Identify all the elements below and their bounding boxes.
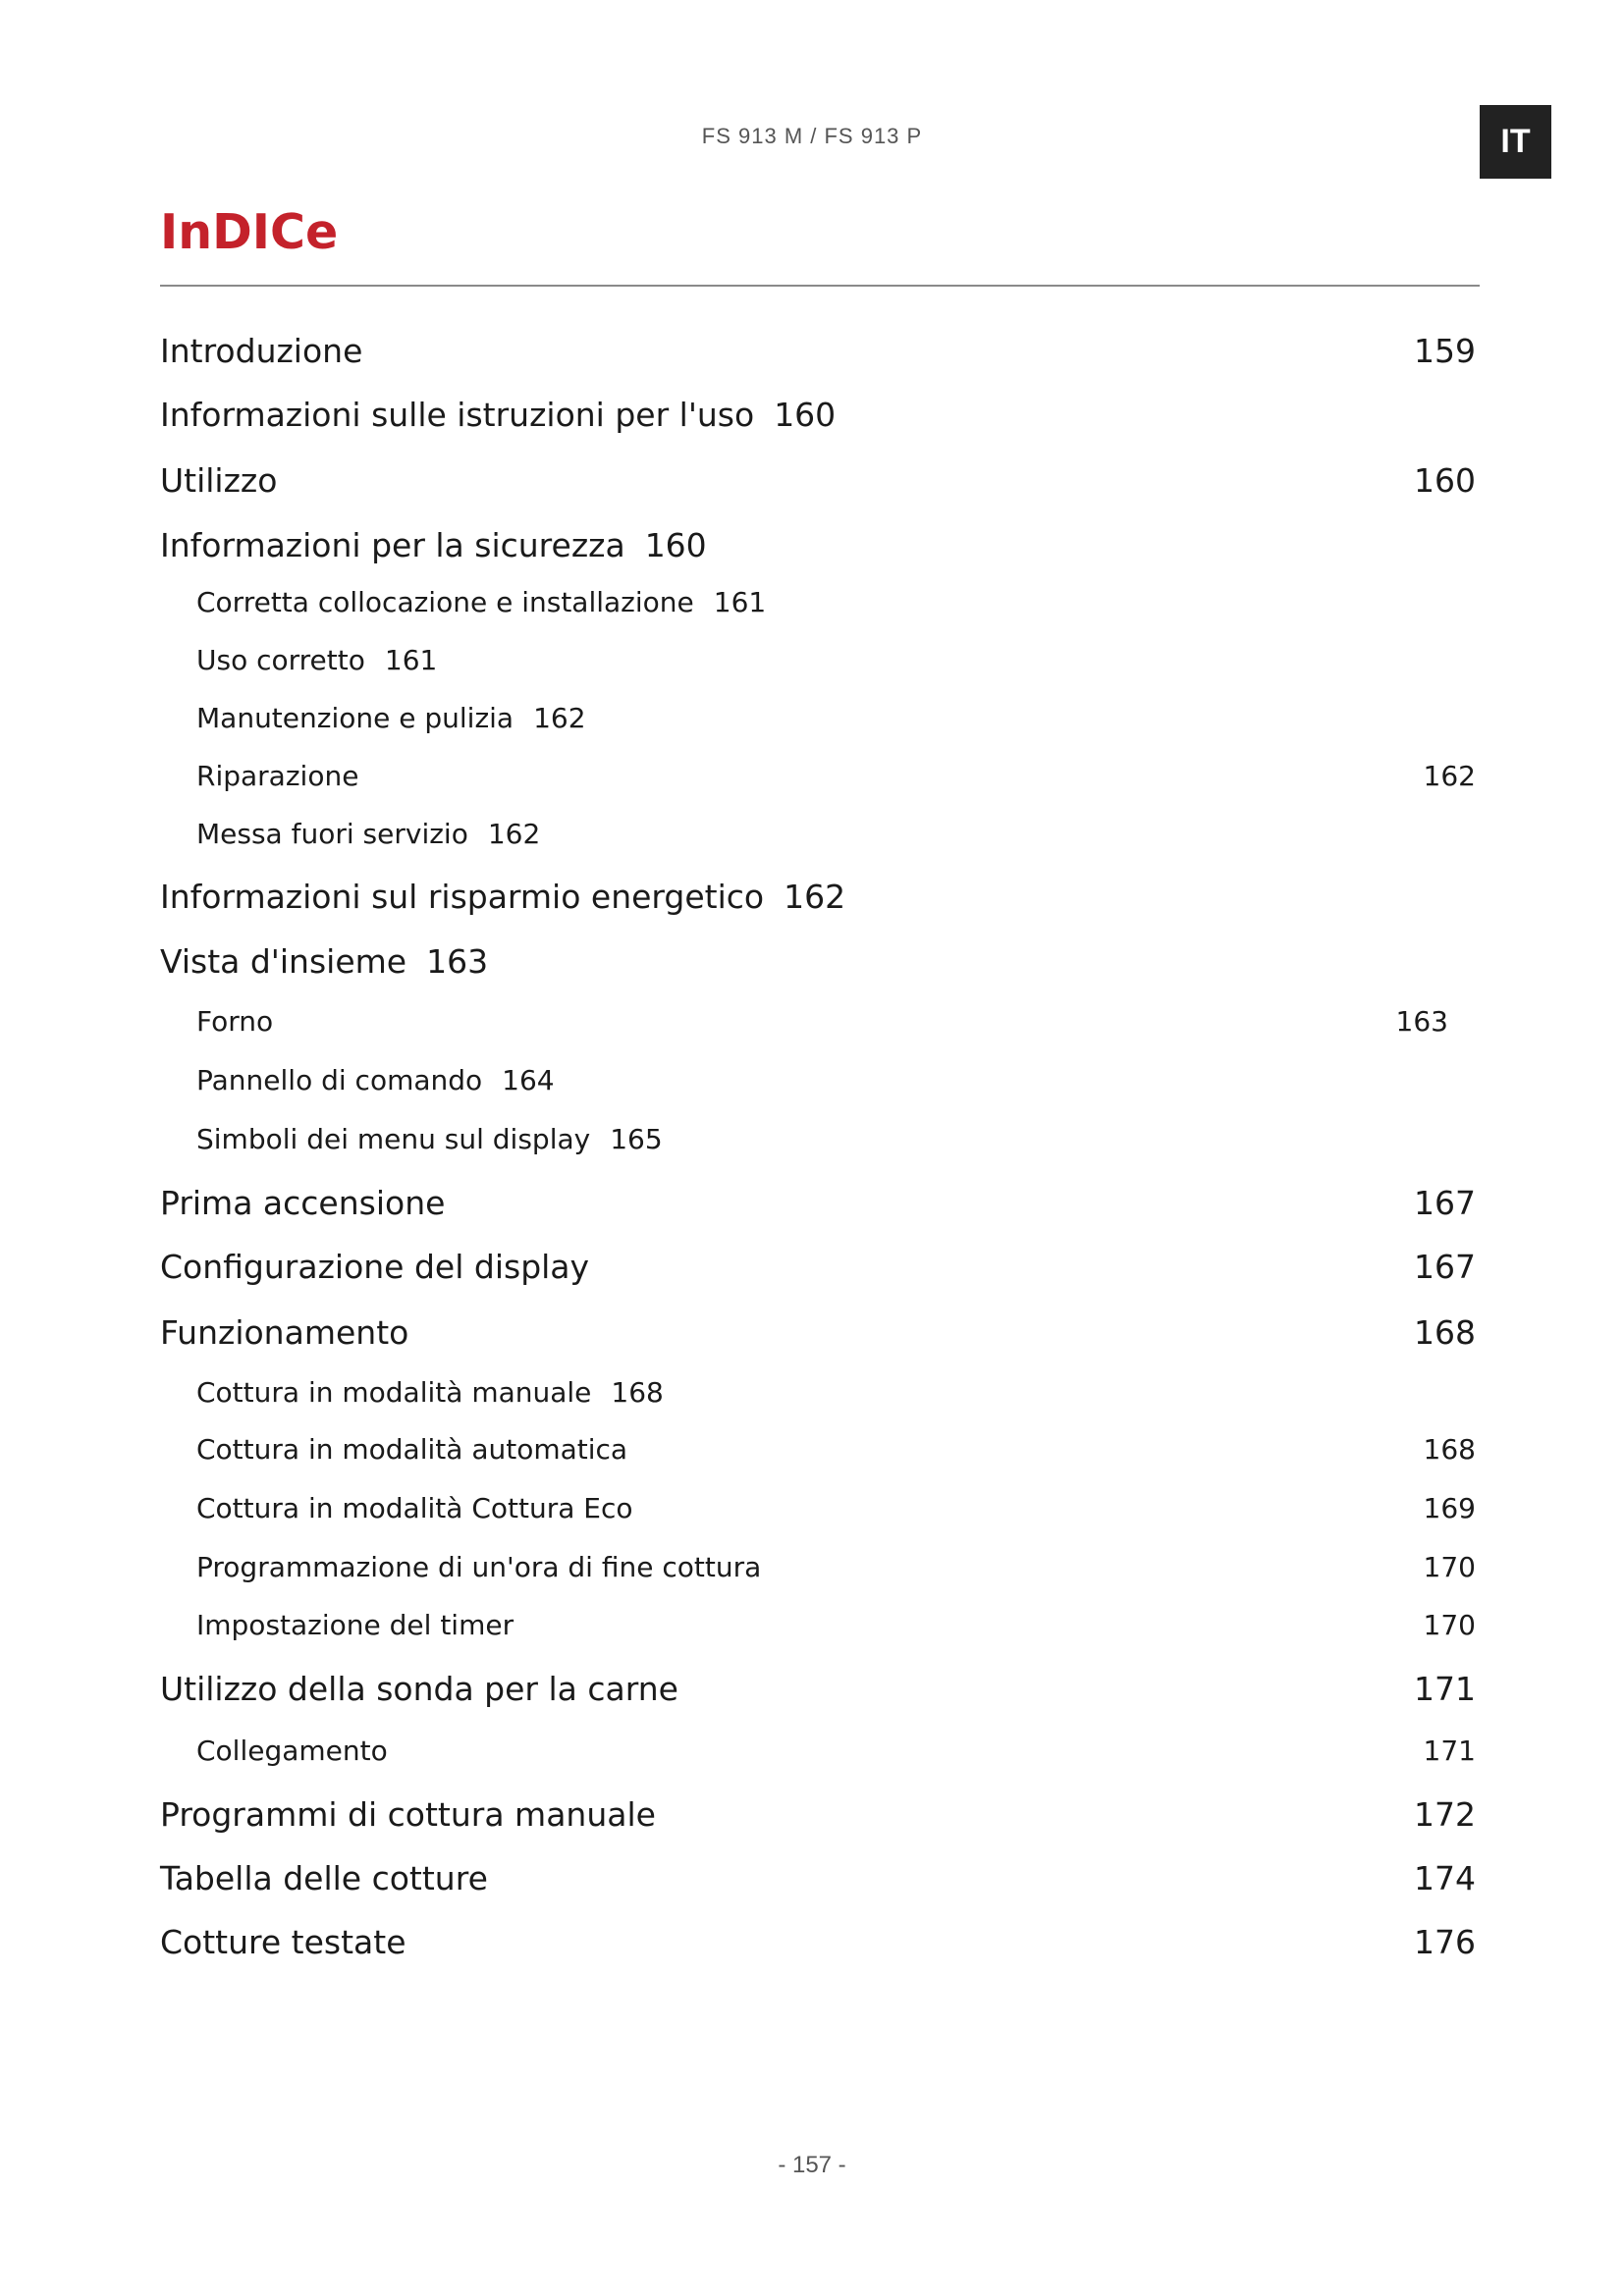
toc-entry-label: Informazioni sulle istruzioni per l'uso xyxy=(160,396,755,434)
language-badge: IT xyxy=(1480,105,1551,179)
toc-entry-page: 161 xyxy=(384,644,438,676)
toc-entry[interactable] xyxy=(160,940,1476,984)
toc-entry-label: Programmi di cottura manuale xyxy=(160,1795,656,1834)
toc-entry-line xyxy=(196,1059,555,1102)
page-number: - 157 - xyxy=(778,2152,846,2178)
toc-entry[interactable] xyxy=(160,524,1476,567)
toc-entry-label: Prima accensione xyxy=(160,1184,446,1222)
toc-entry-page: 165 xyxy=(610,1123,663,1155)
toc-entry-line xyxy=(196,813,540,856)
toc-entry-label: Informazioni per la sicurezza xyxy=(160,526,625,564)
toc-entry[interactable] xyxy=(196,1000,1476,1043)
toc-entry[interactable] xyxy=(196,1428,1476,1471)
toc-entry-label: Messa fuori servizio xyxy=(196,818,468,850)
toc-entry-label: Utilizzo xyxy=(160,461,278,500)
toc-entry-page: 171 xyxy=(1423,1735,1476,1767)
toc-entry[interactable] xyxy=(196,1604,1476,1647)
toc-entry-line xyxy=(196,1371,664,1415)
toc-entry-page: 172 xyxy=(1414,1795,1476,1834)
toc-entry-page: 167 xyxy=(1414,1248,1476,1286)
toc-entry-page: 164 xyxy=(502,1064,555,1096)
toc-entry[interactable] xyxy=(196,1118,1476,1161)
toc-entry[interactable] xyxy=(196,813,1476,856)
toc-entry-page: 162 xyxy=(533,702,586,734)
toc-entry-label: Funzionamento xyxy=(160,1313,409,1352)
toc-entry[interactable] xyxy=(160,1246,1476,1289)
toc-entry-line xyxy=(196,697,586,740)
toc-entry-label: Simboli dei menu sul display xyxy=(196,1123,591,1155)
toc-entry-page: 162 xyxy=(1423,760,1476,792)
toc-entry-page: 170 xyxy=(1423,1551,1476,1583)
toc-entry[interactable] xyxy=(160,1668,1476,1711)
toc-entry-page: 171 xyxy=(1414,1670,1476,1708)
toc-entry-label: Uso corretto xyxy=(196,644,365,676)
toc-entry-label: Informazioni sul risparmio energetico xyxy=(160,878,765,916)
toc-entry[interactable] xyxy=(160,1921,1476,1964)
toc-entry[interactable] xyxy=(196,755,1476,798)
toc-entry-page: 168 xyxy=(1414,1313,1476,1352)
toc-entry-label: Configurazione del display xyxy=(160,1248,590,1286)
toc-entry-page: 160 xyxy=(644,526,707,564)
toc-entry-page: 162 xyxy=(487,818,541,850)
toc-entry-label: Manutenzione e pulizia xyxy=(196,702,514,734)
toc-entry-page: 163 xyxy=(426,942,489,981)
toc-entry-page: 160 xyxy=(1414,461,1476,500)
toc-entry-label: Cotture testate xyxy=(160,1923,406,1961)
toc-entry[interactable] xyxy=(196,1059,1476,1102)
toc-entry-label: Programmazione di un'ora di fine cottura xyxy=(196,1551,762,1583)
toc-entry-label: Cottura in modalità Cottura Eco xyxy=(196,1492,633,1524)
toc-entry-label: Pannello di comando xyxy=(196,1064,483,1096)
toc-entry-label: Vista d'insieme xyxy=(160,942,407,981)
toc-entry[interactable] xyxy=(196,1371,1476,1415)
toc-entry-line xyxy=(196,639,437,682)
model-header: FS 913 M / FS 913 P xyxy=(701,124,923,148)
toc-entry[interactable] xyxy=(160,1793,1476,1837)
toc-entry-page: 167 xyxy=(1414,1184,1476,1222)
toc-entry[interactable] xyxy=(196,1546,1476,1589)
toc-entry-page: 168 xyxy=(1423,1433,1476,1466)
toc-entry[interactable] xyxy=(160,1311,1476,1355)
toc-entry[interactable] xyxy=(160,876,1476,919)
toc-entry[interactable] xyxy=(196,1730,1476,1773)
toc-entry[interactable] xyxy=(160,459,1476,503)
toc-entry-label: Corretta collocazione e installazione xyxy=(196,586,694,618)
toc-entry-label: Collegamento xyxy=(196,1735,388,1767)
toc-entry-page: 176 xyxy=(1414,1923,1476,1961)
toc-entry-page: 161 xyxy=(713,586,767,618)
toc-entry-label: Cottura in modalità automatica xyxy=(196,1433,628,1466)
toc-entry-line xyxy=(160,940,488,984)
toc-entry-line xyxy=(160,394,836,437)
toc-entry-page: 169 xyxy=(1423,1492,1476,1524)
toc-entry-page: 163 xyxy=(1395,1005,1448,1038)
toc-entry[interactable] xyxy=(196,581,1476,624)
toc-entry-line xyxy=(196,581,766,624)
toc-entry-label: Utilizzo della sonda per la carne xyxy=(160,1670,678,1708)
toc-entry[interactable] xyxy=(160,1857,1476,1900)
toc-entry-line xyxy=(196,1118,663,1161)
toc-entry-page: 162 xyxy=(784,878,846,916)
toc-entry-line xyxy=(160,876,845,919)
toc-entry-page: 168 xyxy=(611,1376,664,1409)
toc-entry[interactable] xyxy=(196,639,1476,682)
toc-entry-label: Introduzione xyxy=(160,332,363,370)
toc-entry[interactable] xyxy=(196,697,1476,740)
toc-entry-label: Tabella delle cotture xyxy=(160,1859,488,1897)
toc-entry[interactable] xyxy=(160,1182,1476,1225)
toc-entry-label: Riparazione xyxy=(196,760,359,792)
toc-entry-label: Forno xyxy=(196,1005,274,1038)
page-title: InDICe xyxy=(160,204,339,260)
toc-entry-page: 174 xyxy=(1414,1859,1476,1897)
toc-entry-page: 159 xyxy=(1414,332,1476,370)
toc-entry[interactable] xyxy=(160,394,1476,437)
toc-entry-page: 160 xyxy=(774,396,837,434)
toc-entry-page: 170 xyxy=(1423,1609,1476,1641)
toc-entry-line xyxy=(160,524,707,567)
toc-entry-label: Cottura in modalità manuale xyxy=(196,1376,592,1409)
toc-entry-label: Impostazione del timer xyxy=(196,1609,514,1641)
toc-entry[interactable] xyxy=(160,330,1476,373)
toc-entry[interactable] xyxy=(196,1487,1476,1530)
